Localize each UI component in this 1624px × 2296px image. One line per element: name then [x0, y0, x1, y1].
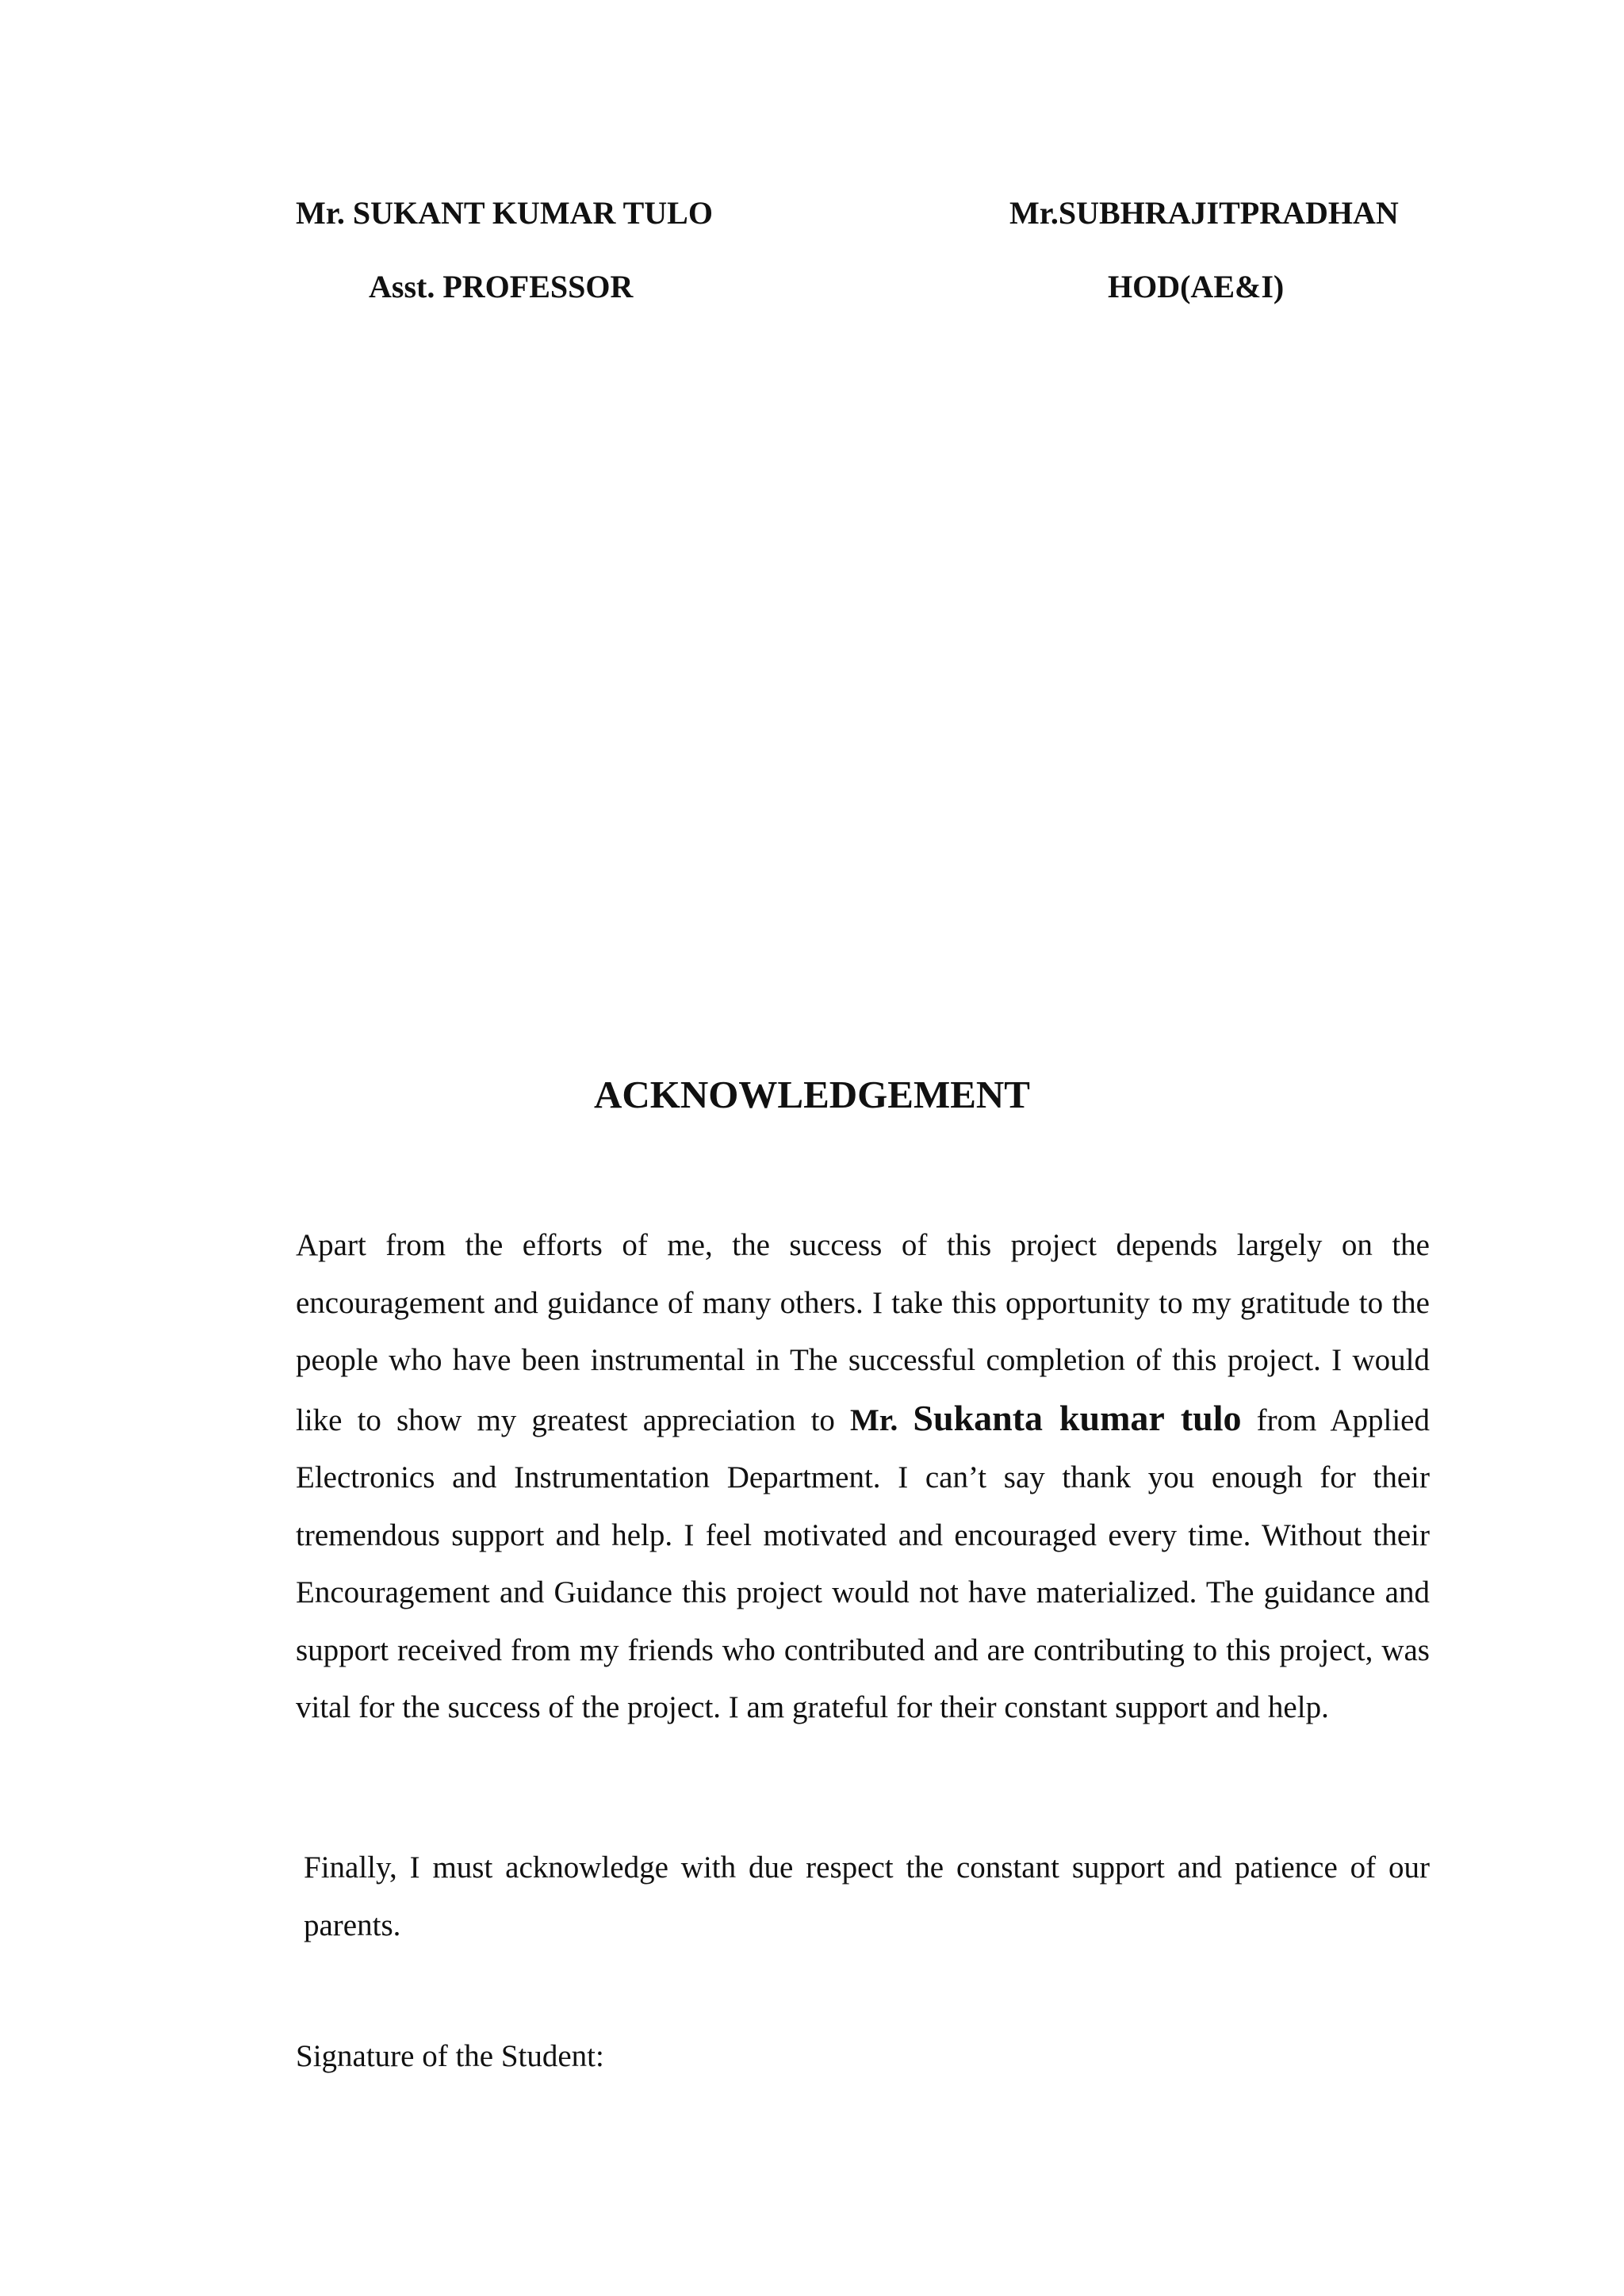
paragraph-text: Apart from the efforts of me, the success of this project depends largely on the encouragement and guidance of many others. I take this opportunity to my gratitude to the people who have been instrumental in The successful completion of this project. I would like to show my greatest appreciation to [296, 1228, 1430, 1437]
right-signatory-title: HOD(AE&I) [1108, 269, 1285, 304]
right-signatory-name: Mr.SUBHRAJITPRADHAN [1009, 195, 1399, 231]
guide-name-prefix: Mr. [850, 1402, 898, 1437]
left-signatory-name: Mr. SUKANT KUMAR TULO [296, 195, 713, 231]
guide-name: Sukanta kumar tulo [913, 1397, 1242, 1438]
acknowledgement-paragraph-2 [296, 1839, 1430, 1954]
left-signatory-title: Asst. PROFESSOR [369, 269, 634, 304]
acknowledgement-paragraph-1 [296, 1217, 1430, 1737]
paragraph-text: from Applied Electronics and Instrumentation Department. I can’t say thank you enough for their tremendous support and help. I feel motivated and encouraged every time. Without their Encouragement and Guidance this project would not have materialized. The guidance and support received from my friends who contributed and are contributing to this project, was vital for the success of the project. I am grateful for their constant support and help. [296, 1402, 1430, 1724]
paragraph-text: Finally, I must acknowledge with due respect the constant support and patience of our parents. [304, 1850, 1430, 1942]
signature-label: Signature of the Student: [296, 2039, 604, 2073]
page-title: ACKNOWLEDGEMENT [594, 1073, 1030, 1116]
